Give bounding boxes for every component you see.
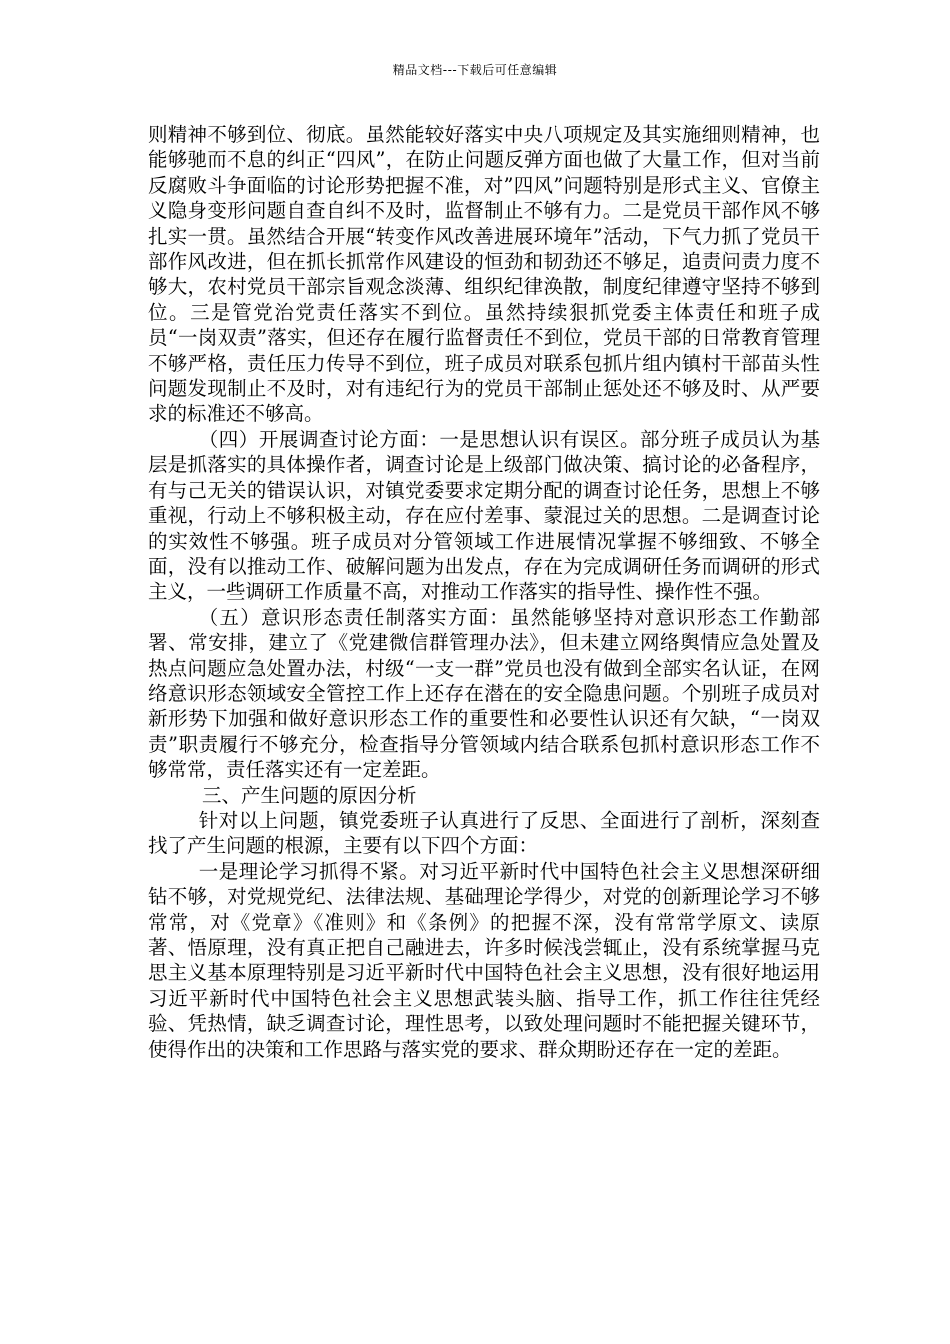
paragraph-section-four: （四）开展调查讨论方面：一是思想认识有误区。部分班子成员认为基层是抓落实的具体操作者，调查讨论是上级部门做决策、搞讨论的必备程序，有与己无关的错误认识，对镇党委要求定期分配的调查讨论任务，思想上不够重视，行动上不够积极主动，存在应付差事、蒙混过关的思想。二是调查讨论的实效性不够强。班子成员对分管领域工作进展情况掌握不够细致、不够全面，没有以推动工作、破解问题为出发点，存在为完成调研任务而调研的形式主义，一些调研工作质量不高，对推动工作落实的指导性、操作性不强。 xyxy=(148,427,820,604)
page-header: 精品文档---下载后可任意编辑 xyxy=(392,63,558,77)
paragraph-theory-study: 一是理论学习抓得不紧。对习近平新时代中国特色社会主义思想深研细钻不够，对党规党纪、法律法规、基础理论学得少，对党的创新理论学习不够常常，对《党章》《准则》和《条例》的把握不深，没有常常学原文、读原著、悟原理，没有真正把自己融进去，许多时候浅尝辄止，没有系统掌握马克思主义基本原理特别是习近平新时代中国特色社会主义思想，没有很好地运用习近平新时代中国特色社会主义思想武装头脑、指导工作，抓工作往往凭经验、凭热情，缺乏调查讨论，理性思考，以致处理问题时不能把握关键环节，使得作出的决策和工作思路与落实党的要求、群众期盼还存在一定的差距。 xyxy=(148,859,820,1061)
section-heading: 三、产生问题的原因分析 xyxy=(202,783,417,807)
paragraph-section-five: （五）意识形态责任制落实方面：虽然能够坚持对意识形态工作勤部署、常安排，建立了《党建微信群管理办法》，但未建立网络舆情应急处置及热点问题应急处置办法，村级“一支一群”党员也没有做到全部实名认证，在网络意识形态领域安全管控工作上还存在潜在的安全隐患问题。个别班子成员对新形势下加强和做好意识形态工作的重要性和必要性认识还有欠缺，“一岗双责”职责履行不够充分，检查指导分管领域内结合联系包抓村意识形态工作不够常常，责任落实还有一定差距。 xyxy=(148,605,820,782)
paragraph-continuation: 则精神不够到位、彻底。虽然能较好落实中央八项规定及其实施细则精神，也能够驰而不息的纠正“四风”，在防止问题反弹方面也做了大量工作，但对当前反腐败斗争面临的讨论形势把握不准，对”四风”问题特别是形式主义、官僚主义隐身变形问题自查自纠不及时，监督制止不够有力。二是党员干部作风不够扎实一贯。虽然结合开展“转变作风改善进展环境年”活动，下气力抓了党员干部作风改进，但在抓长抓常作风建设的恒劲和韧劲还不够足，追责问责力度不够大，农村党员干部宗旨观念淡薄、组织纪律涣散，制度纪律遵守坚持不够到位。三是管党治党责任落实不到位。虽然持续狠抓党委主体责任和班子成员“一岗双责”落实，但还存在履行监督责任不到位，党员干部的日常教育管理不够严格，责任压力传导不到位，班子成员对联系包抓片组内镇村干部苗头性问题发现制止不及时，对有违纪行为的党员干部制止惩处还不够及时、从严要求的标准还不够高。 xyxy=(148,123,820,426)
paragraph-intro: 针对以上问题，镇党委班子认真进行了反思、全面进行了剖析，深刻查找了产生问题的根源，主要有以下四个方面： xyxy=(148,808,820,858)
document-body xyxy=(148,122,820,1062)
